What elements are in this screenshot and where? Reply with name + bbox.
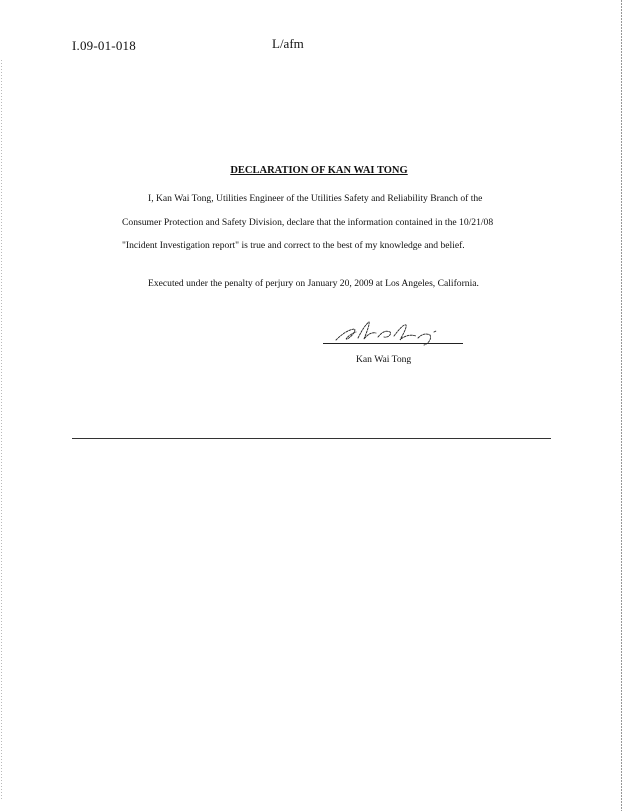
scan-edge-right	[621, 0, 622, 811]
declaration-title-text: DECLARATION OF KAN WAI TONG	[230, 165, 408, 176]
declaration-paragraph: I, Kan Wai Tong, Utilities Engineer of the Utilities Safety and Reliability Branch of the Consumer Protection and Safety Division, declare that the information contained in the 10/21/08 "Incident Investigation report" is true and correct to the best of my knowledge and belief.	[122, 193, 494, 251]
horizontal-rule	[72, 438, 551, 439]
handwritten-signature	[322, 312, 467, 352]
author-initials: L/afm	[272, 36, 304, 51]
execution-paragraph: Executed under the penalty of perjury on January 20, 2009 at Los Angeles, California.	[148, 278, 479, 289]
proceeding-number: I.09-01-018	[72, 38, 136, 53]
signatory-name: Kan Wai Tong	[356, 354, 412, 365]
declaration-title	[0, 165, 624, 176]
signature-line	[323, 343, 463, 344]
